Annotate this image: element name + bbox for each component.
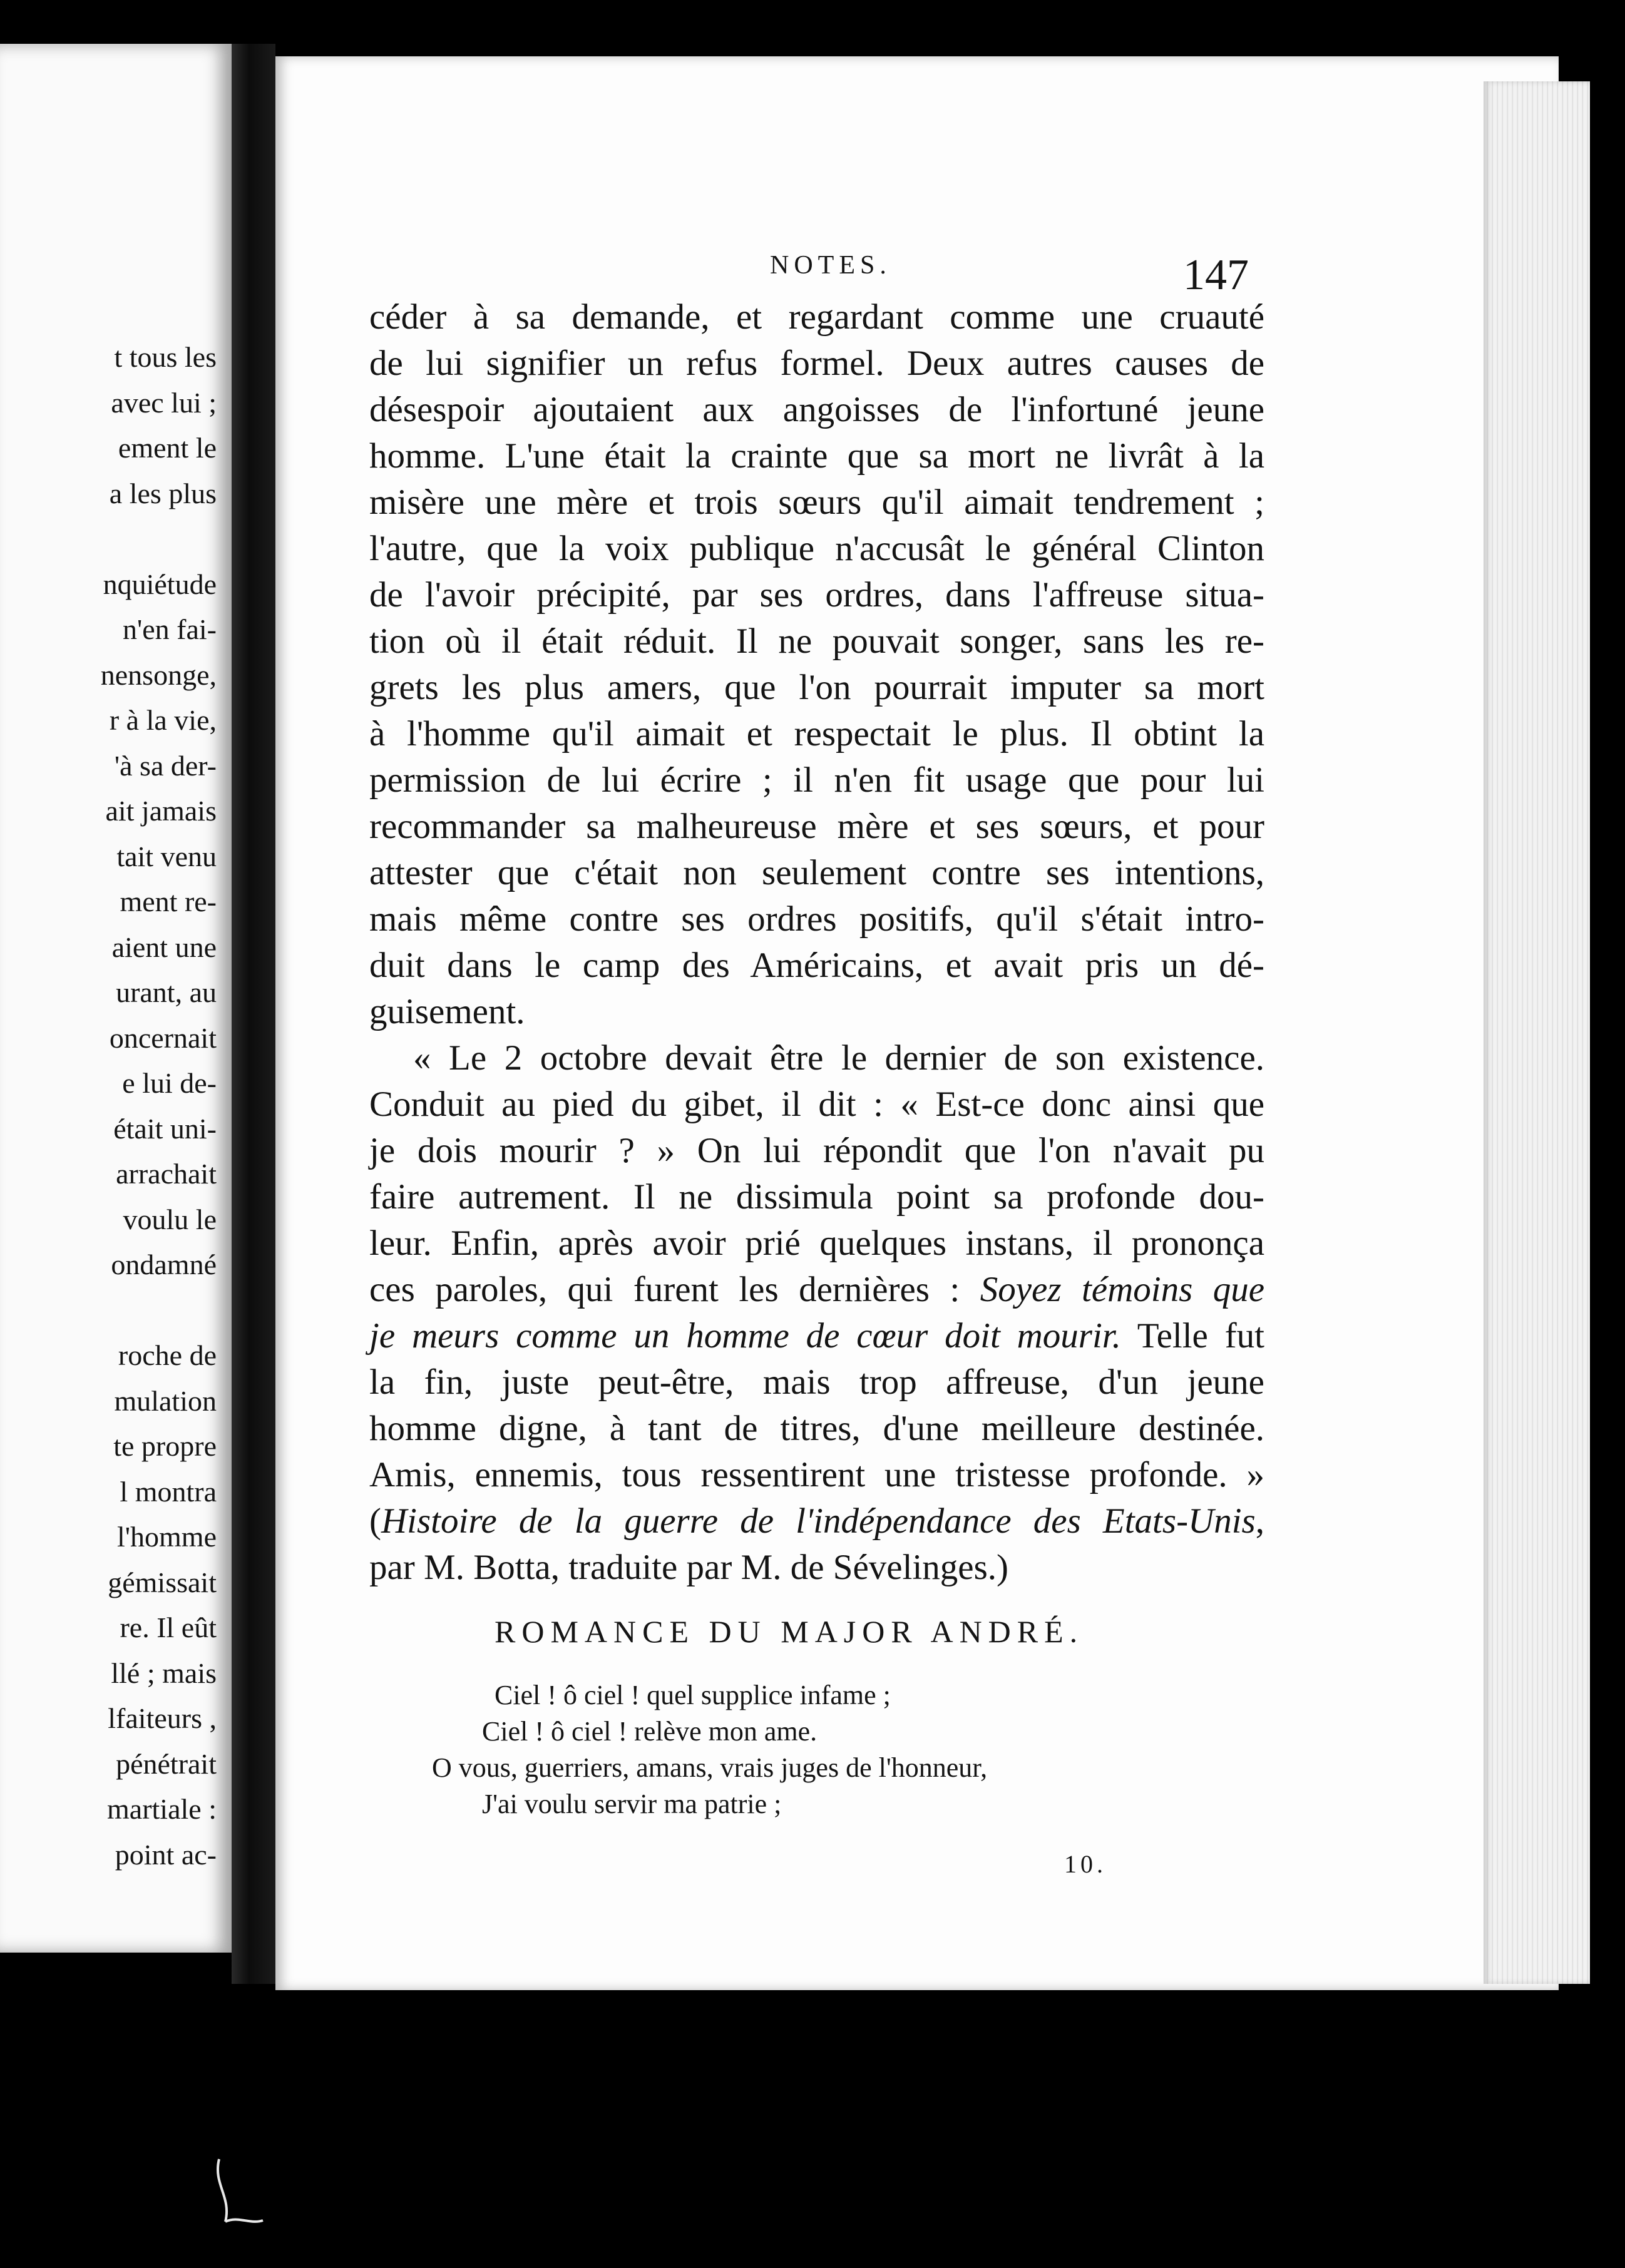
poem-line: O vous, guerriers, amans, vrais juges de l'honneur, — [432, 1752, 988, 1783]
text-line: homme. L'une était la crainte que sa mort ne livrât à la — [369, 436, 1264, 476]
facing-line: a les plus — [109, 477, 217, 509]
facing-line: t tous les — [114, 341, 217, 373]
facing-line: ait jamais — [105, 795, 217, 827]
citation-title: Histoire de la guerre de l'indépendance des Etats-Unis — [381, 1501, 1256, 1541]
facing-line: tait venu — [116, 840, 217, 872]
section-title: ROMANCE DU MAJOR ANDRÉ. — [495, 1614, 1084, 1649]
text-line: Amis, ennemis, tous ressentirent une tristesse profonde. » — [369, 1455, 1264, 1494]
page-number: 147 — [1183, 251, 1249, 299]
facing-line: te propre — [113, 1430, 217, 1462]
facing-line: point ac- — [115, 1838, 217, 1871]
facing-line: voulu le — [123, 1203, 217, 1235]
facing-line — [0, 516, 217, 562]
text-line: attester que c'était non seulement contre ses intentions, — [369, 853, 1264, 892]
facing-line: mulation — [114, 1384, 217, 1417]
text-line: désespoir ajoutaient aux angoisses de l'infortuné jeune — [369, 390, 1264, 429]
citation-line — [369, 1498, 1264, 1545]
facing-line: était uni- — [113, 1112, 217, 1145]
facing-line: ment re- — [120, 886, 217, 917]
comma: , — [1255, 1501, 1264, 1541]
text-line: mais même contre ses ordres positifs, qu'il s'était intro- — [369, 899, 1264, 939]
facing-line: n'en fai- — [122, 613, 217, 645]
facing-line: e lui de- — [122, 1067, 217, 1099]
facing-line: nensonge, — [100, 658, 217, 691]
facing-line: roche de — [118, 1339, 217, 1371]
text-line: tion où il était réduit. Il ne pouvait songer, sans les re- — [369, 621, 1264, 661]
facing-line: ement le — [118, 432, 217, 464]
facing-page-text — [0, 335, 217, 1877]
book-gutter — [232, 44, 275, 1984]
text-line: faire autrement. Il ne dissimula point sa profonde dou- — [369, 1177, 1264, 1217]
facing-line: martiale : — [107, 1793, 217, 1825]
facing-line: llé ; mais — [111, 1657, 217, 1689]
text-line: de l'avoir précipité, par ses ordres, dans l'affreuse situa- — [369, 575, 1264, 615]
facing-line: avec lui ; — [111, 386, 217, 419]
poem-line: Ciel ! ô ciel ! quel supplice infame ; — [495, 1680, 891, 1710]
text-line: permission de lui écrire ; il n'en fit usage que pour lui — [369, 760, 1264, 800]
body-text — [369, 294, 1264, 1591]
text-line: grets les plus amers, que l'on pourrait imputer sa mort — [369, 668, 1264, 707]
text-line: leur. Enfin, après avoir prié quelques instans, il prononça — [369, 1223, 1264, 1263]
italic-segment: je meurs comme un homme de cœur doit mourir. — [369, 1316, 1121, 1356]
facing-line: urant, au — [116, 976, 217, 1008]
facing-line: ondamné — [111, 1249, 217, 1280]
italic-segment: Soyez témoins que — [980, 1270, 1265, 1309]
text-line: céder à sa demande, et regardant comme une cruauté — [369, 297, 1264, 337]
text-line-with-italic — [369, 1267, 1264, 1313]
paren-open: ( — [369, 1501, 381, 1541]
facing-line: aient une — [111, 931, 217, 963]
text-segment: Telle fut — [1137, 1316, 1264, 1356]
facing-page — [0, 44, 232, 1953]
facing-line: re. Il eût — [120, 1612, 217, 1643]
text-line: « Le 2 octobre devait être le dernier de son existence. — [413, 1038, 1264, 1078]
facing-line: oncernait — [109, 1021, 217, 1054]
poem — [432, 1677, 987, 1822]
poem-line: Ciel ! ô ciel ! relève mon ame. — [482, 1716, 818, 1747]
facing-line — [0, 1288, 217, 1334]
facing-line: l montra — [120, 1475, 217, 1508]
scan-mark-icon — [200, 2147, 288, 2234]
text-line: la fin, juste peut-être, mais trop affreuse, d'un jeune — [369, 1362, 1264, 1402]
text-line: homme digne, à tant de titres, d'une meilleure destinée. — [369, 1409, 1264, 1448]
facing-line: pénétrait — [116, 1747, 217, 1780]
text-line: misère une mère et trois sœurs qu'il aimait tendrement ; — [369, 483, 1264, 522]
text-line: Conduit au pied du gibet, il dit : « Est-ce donc ainsi que — [369, 1085, 1264, 1124]
facing-line: 'à sa der- — [114, 749, 217, 782]
text-line: recommander sa malheureuse mère et ses sœurs, et pour — [369, 807, 1264, 846]
text-line: à l'homme qu'il aimait et respectait le plus. Il obtint la — [369, 714, 1264, 753]
facing-line: nquiétude — [103, 568, 217, 600]
text-line: je dois mourir ? » On lui répondit que l'on n'avait pu — [369, 1131, 1264, 1170]
text-line: de lui signifier un refus formel. Deux autres causes de — [369, 344, 1264, 383]
facing-line: l'homme — [116, 1521, 217, 1553]
text-line: l'autre, que la voix publique n'accusât le général Clinton — [369, 529, 1264, 568]
text-line: duit dans le camp des Américains, et avait pris un dé- — [369, 946, 1264, 985]
text-segment: ces paroles, qui furent les dernières : — [369, 1270, 960, 1309]
text-line-with-italic — [369, 1313, 1264, 1359]
page-edges — [1484, 81, 1590, 1984]
facing-line: arrachait — [116, 1158, 217, 1190]
text-line: guisement. — [369, 992, 525, 1031]
text-line: par M. Botta, traduite par M. de Sévelinges.) — [369, 1548, 1008, 1587]
signature-mark: 10. — [1064, 1850, 1107, 1878]
facing-line: r à la vie, — [109, 704, 217, 736]
facing-line: lfaiteurs , — [108, 1702, 217, 1734]
facing-line: gémissait — [108, 1566, 217, 1598]
running-header: NOTES. — [770, 251, 891, 280]
poem-line: J'ai voulu servir ma patrie ; — [482, 1789, 782, 1819]
